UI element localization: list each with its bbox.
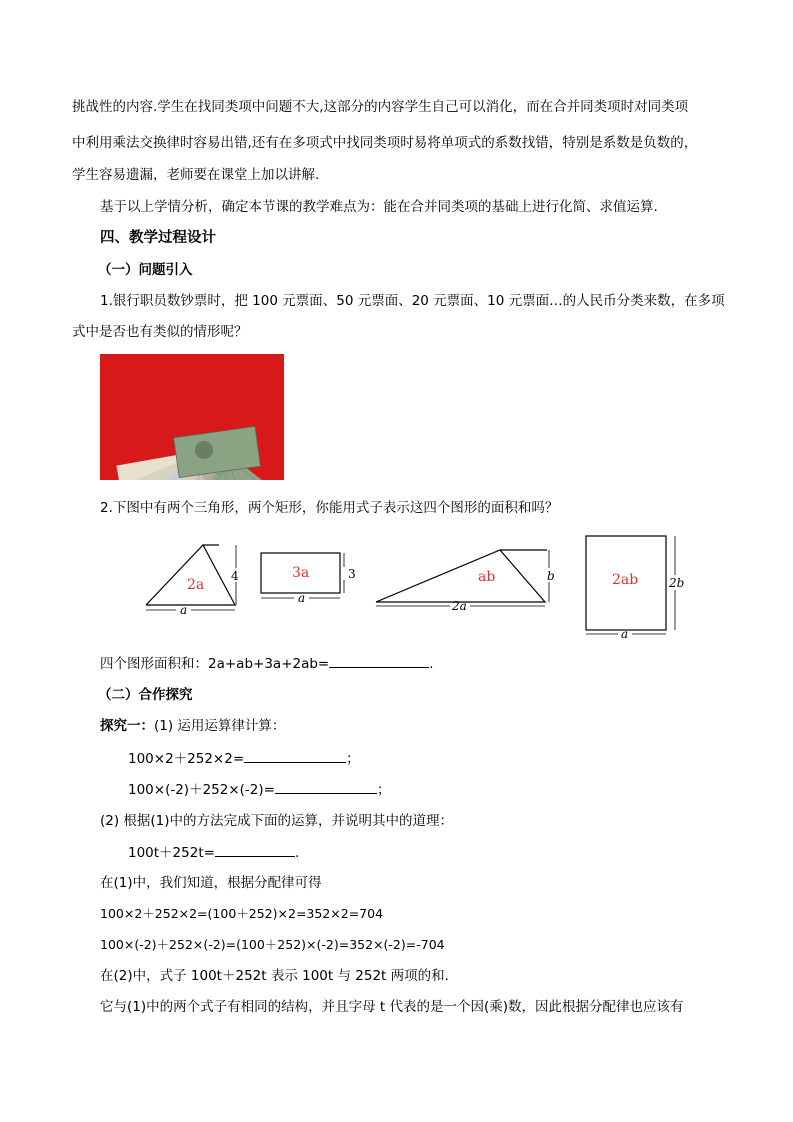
calc-line-3: 100t＋252t= . (128, 842, 299, 863)
part-2: (2) 根据(1)中的方法完成下面的运算，并说明其中的道理： (100, 813, 454, 829)
triangle-1-area-label: 2a (187, 577, 205, 593)
paragraph-line: 中利用乘法交换律时容易出错,还有在多项式中找同类项时易将单项式的系数找错，特别是系数是负数的， (72, 135, 698, 151)
subsection-heading: （一）问题引入 (98, 262, 193, 278)
question-1-line: 式中是否也有类似的情形呢？ (72, 324, 248, 340)
triangle-2-area-label: ab (478, 569, 496, 585)
triangle-2-base-label: 2a (452, 599, 467, 613)
answer-blank[interactable] (329, 653, 429, 668)
triangle-1-height-label: 4 (231, 569, 239, 583)
paragraph-line: 挑战性的内容.学生在找同类项中问题不大,这部分的内容学生自己可以消化，而在合并同类项时对同类项 (72, 99, 689, 115)
equation-line: 100×2＋252×2=(100＋252)×2=352×2=704 (100, 906, 384, 921)
triangle-1 (146, 545, 235, 605)
triangle-1-base-label: a (180, 603, 188, 617)
subsection-heading: （二）合作探究 (98, 687, 193, 703)
paragraph-line: 它与(1)中的两个式子有相同的结构，并且字母 t 代表的是一个因(乘)数，因此根据分配律也应该有 (100, 999, 684, 1015)
rectangle-1-area-label: 3a (292, 565, 310, 581)
rectangle-2-height-label: 2b (669, 576, 685, 590)
answer-blank[interactable] (275, 779, 377, 794)
area-figures (0, 530, 793, 645)
paragraph-line: 基于以上学情分析，确定本节课的教学难点为：能在合并同类项的基础上进行化简、求值运算. (100, 199, 658, 215)
answer-blank[interactable] (215, 842, 295, 857)
area-sum-line: 四个图形面积和：2a+ab+3a+2ab= . (100, 653, 434, 674)
calc-line-2: 100×(-2)＋252×(-2)= ； (128, 779, 390, 800)
rectangle-1-base-label: a (298, 591, 306, 605)
rectangle-2-base-label: a (621, 627, 629, 641)
section-heading: 四、教学过程设计 (100, 230, 216, 246)
triangle-2 (376, 550, 547, 602)
rectangle-1-height-label: 3 (348, 567, 356, 581)
equation-line: 100×(-2)＋252×(-2)=(100＋252)×(-2)=352×(-2)=-704 (100, 937, 445, 952)
explore-1: 探究一：(1) 运用运算律计算： (100, 718, 286, 734)
paragraph-line: 在(2)中，式子 100t＋252t 表示 100t 与 252t 两项的和. (100, 968, 449, 984)
calc-line-1: 100×2＋252×2= ； (128, 748, 360, 769)
question-1-line: 1.银行职员数钞票时，把 100 元票面、50 元票面、20 元票面、10 元票面…的人民币分类来数，在多项 (100, 293, 725, 309)
answer-blank[interactable] (244, 748, 346, 763)
question-2: 2.下图中有两个三角形，两个矩形，你能用式子表示这四个图形的面积和吗？ (100, 500, 559, 516)
paragraph-line: 学生容易遗漏，老师要在课堂上加以讲解. (72, 167, 320, 183)
triangle-2-height-label: b (547, 569, 555, 583)
banknote-fan-image (100, 354, 284, 480)
rectangle-2-area-label: 2ab (612, 572, 639, 588)
paragraph-line: 在(1)中，我们知道，根据分配律可得 (100, 875, 322, 891)
